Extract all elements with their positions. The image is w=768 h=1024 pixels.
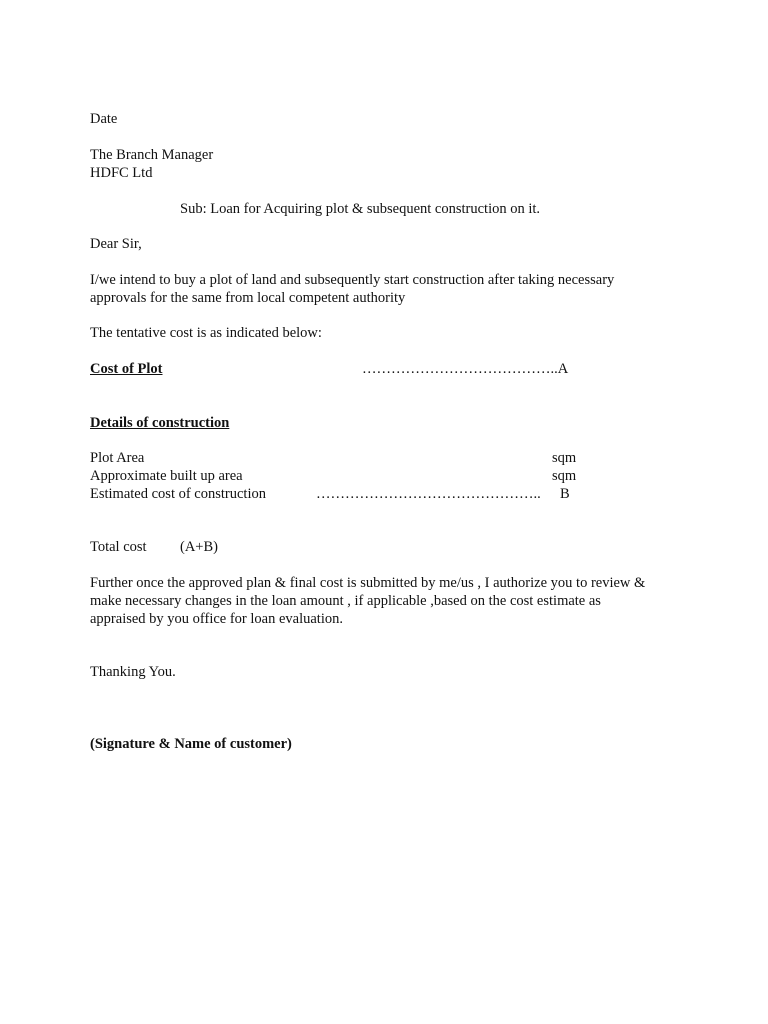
total-cost-label: Total cost bbox=[90, 539, 147, 555]
subject-line: Sub: Loan for Acquiring plot & subsequent construction on it. bbox=[180, 201, 541, 217]
recipient-title: The Branch Manager bbox=[90, 147, 214, 163]
estimated-cost-blank: ……………………………………….. bbox=[316, 486, 541, 502]
intro-line-2: approvals for the same from local competent authority bbox=[90, 290, 406, 306]
total-cost-formula: (A+B) bbox=[180, 539, 218, 555]
further-line-1: Further once the approved plan & final cost is submitted by me/us , I authorize you to review & bbox=[90, 575, 646, 591]
built-up-area-label: Approximate built up area bbox=[90, 468, 243, 484]
plot-area-label: Plot Area bbox=[90, 450, 145, 466]
details-heading: Details of construction bbox=[90, 415, 230, 431]
recipient-company: HDFC Ltd bbox=[90, 165, 153, 181]
cost-of-plot-blank: …………………………………..A bbox=[362, 361, 569, 377]
plot-area-unit: sqm bbox=[552, 450, 577, 466]
intro-line-1: I/we intend to buy a plot of land and subsequently start construction after taking necessary bbox=[90, 272, 615, 288]
estimated-cost-marker: B bbox=[560, 486, 570, 502]
salutation: Dear Sir, bbox=[90, 236, 142, 252]
closing: Thanking You. bbox=[90, 664, 176, 680]
estimated-cost-label: Estimated cost of construction bbox=[90, 486, 266, 502]
cost-of-plot-label: Cost of Plot bbox=[90, 361, 163, 377]
further-line-2: make necessary changes in the loan amount , if applicable ,based on the cost estimate as bbox=[90, 593, 601, 609]
further-line-3: appraised by you office for loan evaluation. bbox=[90, 611, 343, 627]
cost-intro: The tentative cost is as indicated below: bbox=[90, 325, 322, 341]
date-label: Date bbox=[90, 111, 118, 127]
signature-line: (Signature & Name of customer) bbox=[90, 736, 292, 752]
built-up-area-unit: sqm bbox=[552, 468, 577, 484]
